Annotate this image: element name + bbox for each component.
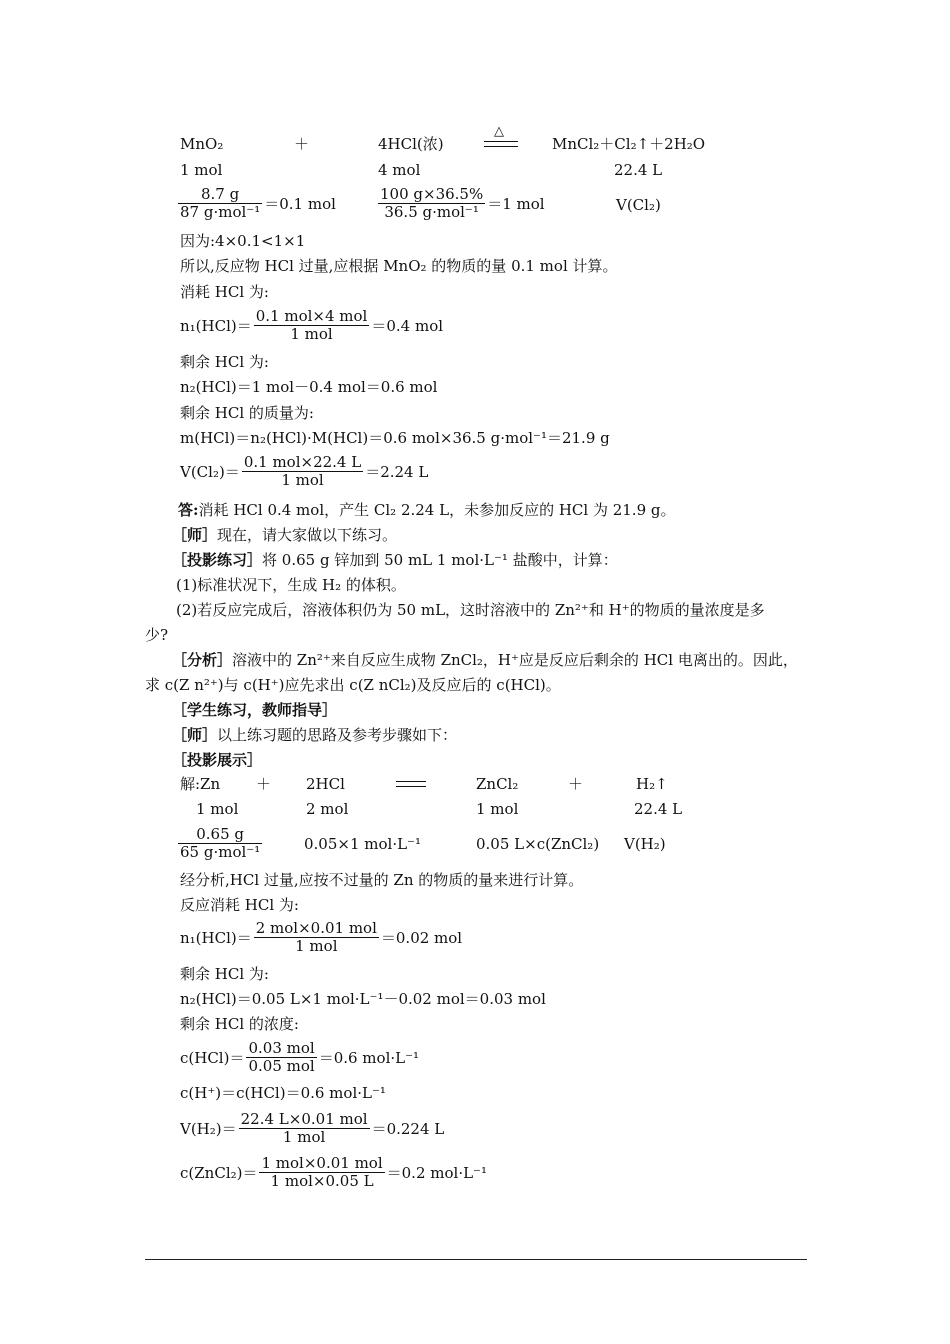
eq2-zncl2: ZnCl₂ <box>476 775 519 793</box>
vcl2-res: ＝2.24 L <box>365 463 429 481</box>
eq2-zncl2-mol: 1 mol <box>476 800 519 818</box>
n2-line: n₂(HCl)＝1 mol－0.4 mol＝0.6 mol <box>180 378 438 396</box>
frac-den: 1 mol <box>281 471 324 489</box>
remain-mass-label: 剩余 HCl 的质量为: <box>180 404 314 422</box>
frac-num: 0.03 mol <box>248 1039 315 1057</box>
eq2-equals-bottom <box>396 786 426 787</box>
czn-lhs: c(ZnCl₂)＝ <box>180 1164 258 1182</box>
answer-label: 答: <box>178 501 199 519</box>
frac-num: 0.1 mol×4 mol <box>255 307 368 325</box>
frac-num: 1 mol×0.01 mol <box>261 1154 383 1172</box>
eq2-hcl: 2HCl <box>306 775 345 793</box>
frac-den: 1 mol <box>282 1128 326 1146</box>
eq1-frac1-row <box>176 186 336 221</box>
n1-row <box>180 308 443 343</box>
heat-symbol: △ <box>494 124 504 139</box>
n2b-line: n₂(HCl)＝0.05 L×1 mol·L⁻¹－0.02 mol＝0.03 mol <box>180 990 546 1008</box>
vh2-res: ＝0.224 L <box>371 1120 445 1138</box>
proj-line <box>172 550 618 570</box>
frac-num: 2 mol×0.01 mol <box>255 919 377 937</box>
frac-num: 8.7 g <box>178 186 262 204</box>
frac-den: 65 g·mol⁻¹ <box>180 843 261 861</box>
consumed-label: 消耗 HCl 为: <box>180 283 269 301</box>
eq1-hcl: 4HCl(浓) <box>378 135 444 153</box>
eq1-gas-vol: 22.4 L <box>614 161 663 179</box>
eq2-equals-top <box>396 781 426 782</box>
eq1-plus: ＋ <box>294 135 310 153</box>
frac-num: 100 g×36.5% <box>380 185 484 203</box>
eq2-h2-vol: 22.4 L <box>634 800 683 818</box>
frac-den: 1 mol <box>290 325 333 343</box>
eq2-h2: H₂↑ <box>636 775 668 793</box>
eq1-products: MnCl₂＋Cl₂↑＋2H₂O <box>552 135 706 153</box>
so-line: 所以,反应物 HCl 过量,应根据 MnO₂ 的物质的量 0.1 mol 计算。 <box>180 257 618 275</box>
analysis-text-a: 溶液中的 Zn²⁺来自反应生成物 ZnCl₂，H⁺应是反应后剩余的 HCl 电离出的。因此， <box>232 651 798 669</box>
eq2-plus1: ＋ <box>256 775 272 793</box>
n1b-row <box>180 920 462 955</box>
fraction <box>378 186 485 221</box>
frac-result: ＝0.1 mol <box>264 195 336 213</box>
frac-den: 87 g·mol⁻¹ <box>180 203 261 221</box>
vh2-lhs: V(H₂)＝ <box>180 1120 237 1138</box>
frac-den: 1 mol <box>295 937 338 955</box>
vcl2-row <box>180 454 428 489</box>
eq2-sol: 解:Zn <box>180 775 221 793</box>
fraction <box>246 1040 316 1075</box>
q2-line-b: 少? <box>145 626 169 644</box>
conc-label: 剩余 HCl 的浓度: <box>180 1015 299 1033</box>
eq2-zn-mol: 1 mol <box>196 800 239 818</box>
remain2-label: 剩余 HCl 为: <box>180 965 269 983</box>
frac-num: 0.1 mol×22.4 L <box>243 453 362 471</box>
analysis-line-b: 求 c(Z n²⁺)与 c(H⁺)应先求出 c(Z nCl₂)及反应后的 c(HCl)。 <box>145 676 561 694</box>
eq1-vcl2: V(Cl₂) <box>616 196 661 214</box>
ch-line: c(H⁺)＝c(HCl)＝0.6 mol·L⁻¹ <box>180 1084 386 1102</box>
n1-res: ＝0.4 mol <box>371 317 444 335</box>
vh2-row <box>180 1111 444 1146</box>
proj-text: 将 0.65 g 锌加到 50 mL 1 mol·L⁻¹ 盐酸中，计算： <box>262 551 618 569</box>
fraction <box>178 186 262 221</box>
n1b-res: ＝0.02 mol <box>380 929 463 947</box>
teacher1-text: 现在，请大家做以下练习。 <box>217 526 398 544</box>
fraction <box>254 920 379 955</box>
equals-bar-bottom <box>484 146 518 147</box>
student-label: ［学生练习，教师指导］ <box>172 701 338 719</box>
czn-row <box>180 1155 487 1190</box>
frac-den: 0.05 mol <box>248 1057 315 1075</box>
frac-result: ＝1 mol <box>487 195 545 213</box>
eq1-frac2-row <box>376 186 545 221</box>
answer-text: 消耗 HCl 0.4 mol，产生 Cl₂ 2.24 L，未参加反应的 HCl 为 21.9 g。 <box>198 501 676 519</box>
fraction <box>254 308 370 343</box>
fraction <box>178 826 262 861</box>
consumed2-label: 反应消耗 HCl 为: <box>180 896 299 914</box>
fraction <box>259 1155 384 1190</box>
frac-num: 0.65 g <box>178 826 262 844</box>
eq1-mno2: MnO₂ <box>180 135 224 153</box>
c-res: ＝0.6 mol·L⁻¹ <box>318 1049 420 1067</box>
eq2-zncl2-amt: 0.05 L×c(ZnCl₂) <box>476 835 600 853</box>
display-label: ［投影展示］ <box>172 751 263 769</box>
q2-line-a: (2)若反应完成后，溶液体积仍为 50 mL，这时溶液中的 Zn²⁺和 H⁺的物质的量浓度是多 <box>176 601 765 619</box>
eq1-mno2-mol: 1 mol <box>180 161 223 179</box>
vcl2-lhs: V(Cl₂)＝ <box>180 463 240 481</box>
after-line: 经分析,HCl 过量,应按不过量的 Zn 的物质的量来进行计算。 <box>180 871 584 889</box>
teacher1-label: ［师］ <box>172 526 218 544</box>
eq1-hcl-mol: 4 mol <box>378 161 421 179</box>
q1-line: (1)标准状况下，生成 H₂ 的体积。 <box>176 576 406 594</box>
eq2-frac-row <box>176 826 264 861</box>
footer-rule <box>145 1259 807 1260</box>
answer-line <box>178 500 676 520</box>
c-lhs: c(HCl)＝ <box>180 1049 245 1067</box>
n1b-lhs: n₁(HCl)＝ <box>180 929 252 947</box>
teacher2-label: ［师］ <box>172 726 218 744</box>
eq2-plus2: ＋ <box>568 775 584 793</box>
proj-label: ［投影练习］ <box>172 551 263 569</box>
n1-lhs: n₁(HCl)＝ <box>180 317 252 335</box>
analysis-line-a <box>172 650 798 670</box>
frac-den: 36.5 g·mol⁻¹ <box>384 203 479 221</box>
frac-den: 1 mol×0.05 L <box>270 1172 374 1190</box>
fraction <box>242 454 363 489</box>
eq2-vh2: V(H₂) <box>624 835 666 853</box>
teacher1-line <box>172 525 397 545</box>
fraction <box>239 1111 370 1146</box>
because-line: 因为:4×0.1<1×1 <box>180 232 306 250</box>
eq2-hcl-mol: 2 mol <box>306 800 349 818</box>
czn-res: ＝0.2 mol·L⁻¹ <box>386 1164 487 1182</box>
equals-bar-top <box>484 141 518 142</box>
eq2-hcl-amt: 0.05×1 mol·L⁻¹ <box>304 835 421 853</box>
analysis-label: ［分析］ <box>172 651 233 669</box>
teacher2-text: 以上练习题的思路及参考步骤如下： <box>217 726 458 744</box>
mass-line: m(HCl)＝n₂(HCl)·M(HCl)＝0.6 mol×36.5 g·mol⁻¹＝21.9 g <box>180 429 610 447</box>
frac-num: 22.4 L×0.01 mol <box>240 1110 368 1128</box>
teacher2-line <box>172 725 457 745</box>
c-row <box>180 1040 419 1075</box>
remain-label: 剩余 HCl 为: <box>180 353 269 371</box>
